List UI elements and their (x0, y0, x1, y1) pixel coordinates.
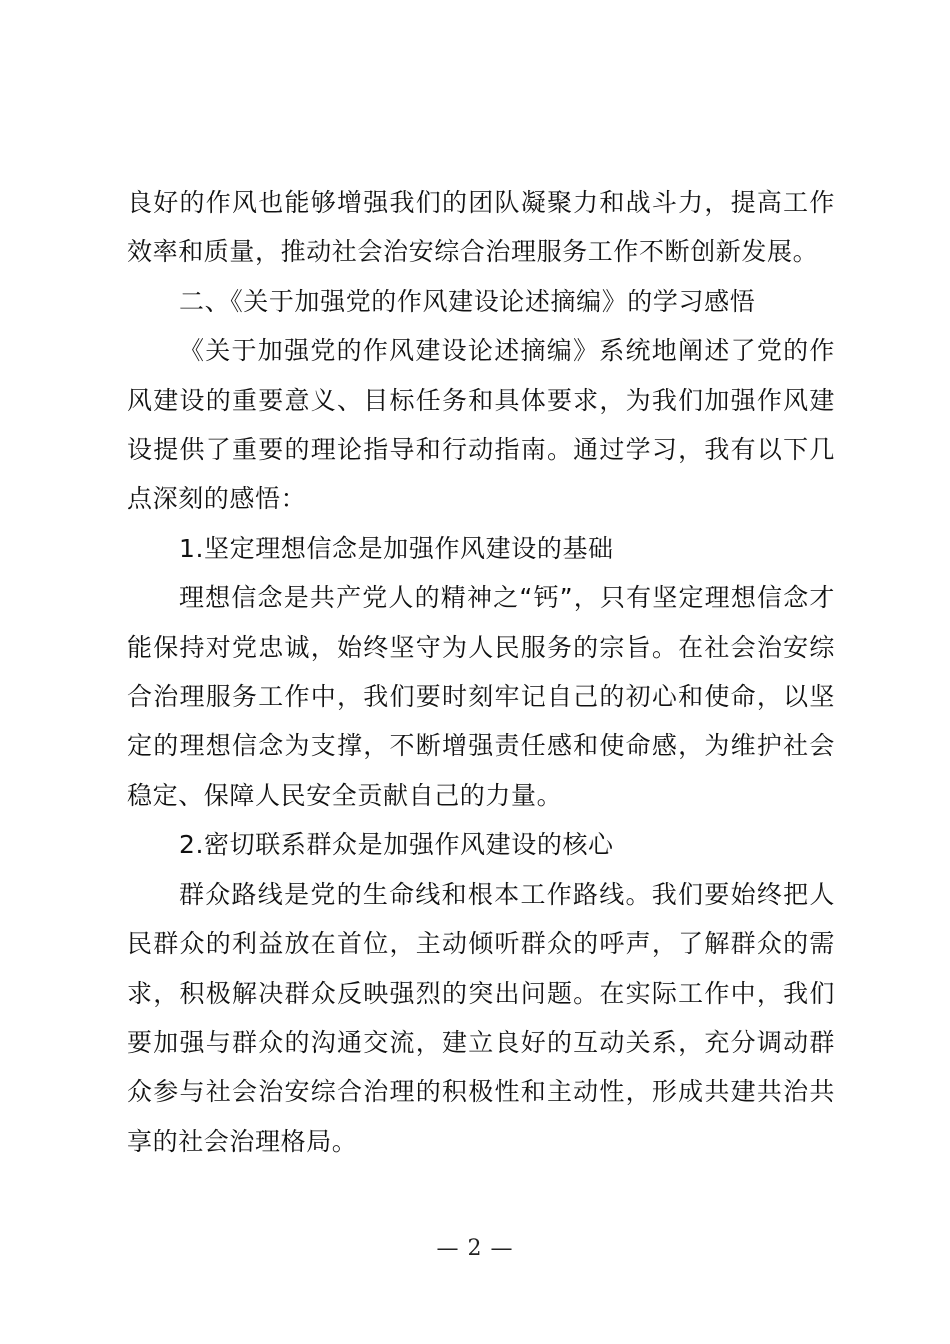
subheading-point-1: 1.坚定理想信念是加强作风建设的基础 (179, 533, 614, 563)
subheading-point-2: 2.密切联系群众是加强作风建设的核心 (179, 830, 614, 860)
paragraph-continuation: 良好的作风也能够增强我们的团队凝聚力和战斗力，提高工作效率和质量，推动社会治安综合治理服务工作不断创新发展。 (127, 188, 835, 267)
section-heading-2: 二、《关于加强党的作风建设论述摘编》的学习感悟 (179, 286, 756, 316)
page-number: — 2 — (436, 1236, 514, 1261)
paragraph-point-1: 理想信念是共产党人的精神之“钙”，只有坚定理想信念才能保持对党忠诚，始终坚守为人民服务的宗旨。在社会治安综合治理服务工作中，我们要时刻牢记自己的初心和使命，以坚定的理想信念为支撑，不断增强责任感和使命感，为维护社会稳定、保障人民安全贡献自己的力量。 (127, 583, 835, 810)
paragraph-point-2: 群众路线是党的生命线和根本工作路线。我们要始终把人民群众的利益放在首位，主动倾听群众的呼声，了解群众的需求，积极解决群众反映强烈的突出问题。在实际工作中，我们要加强与群众的沟通交流，建立良好的互动关系，充分调动群众参与社会治安综合治理的积极性和主动性，形成共建共治共享的社会治理格局。 (127, 879, 835, 1156)
paragraph-intro: 《关于加强党的作风建设论述摘编》系统地阐述了党的作风建设的重要意义、目标任务和具体要求，为我们加强作风建设提供了重要的理论指导和行动指南。通过学习，我有以下几点深刻的感悟： (127, 336, 835, 514)
document-body (127, 178, 835, 1166)
